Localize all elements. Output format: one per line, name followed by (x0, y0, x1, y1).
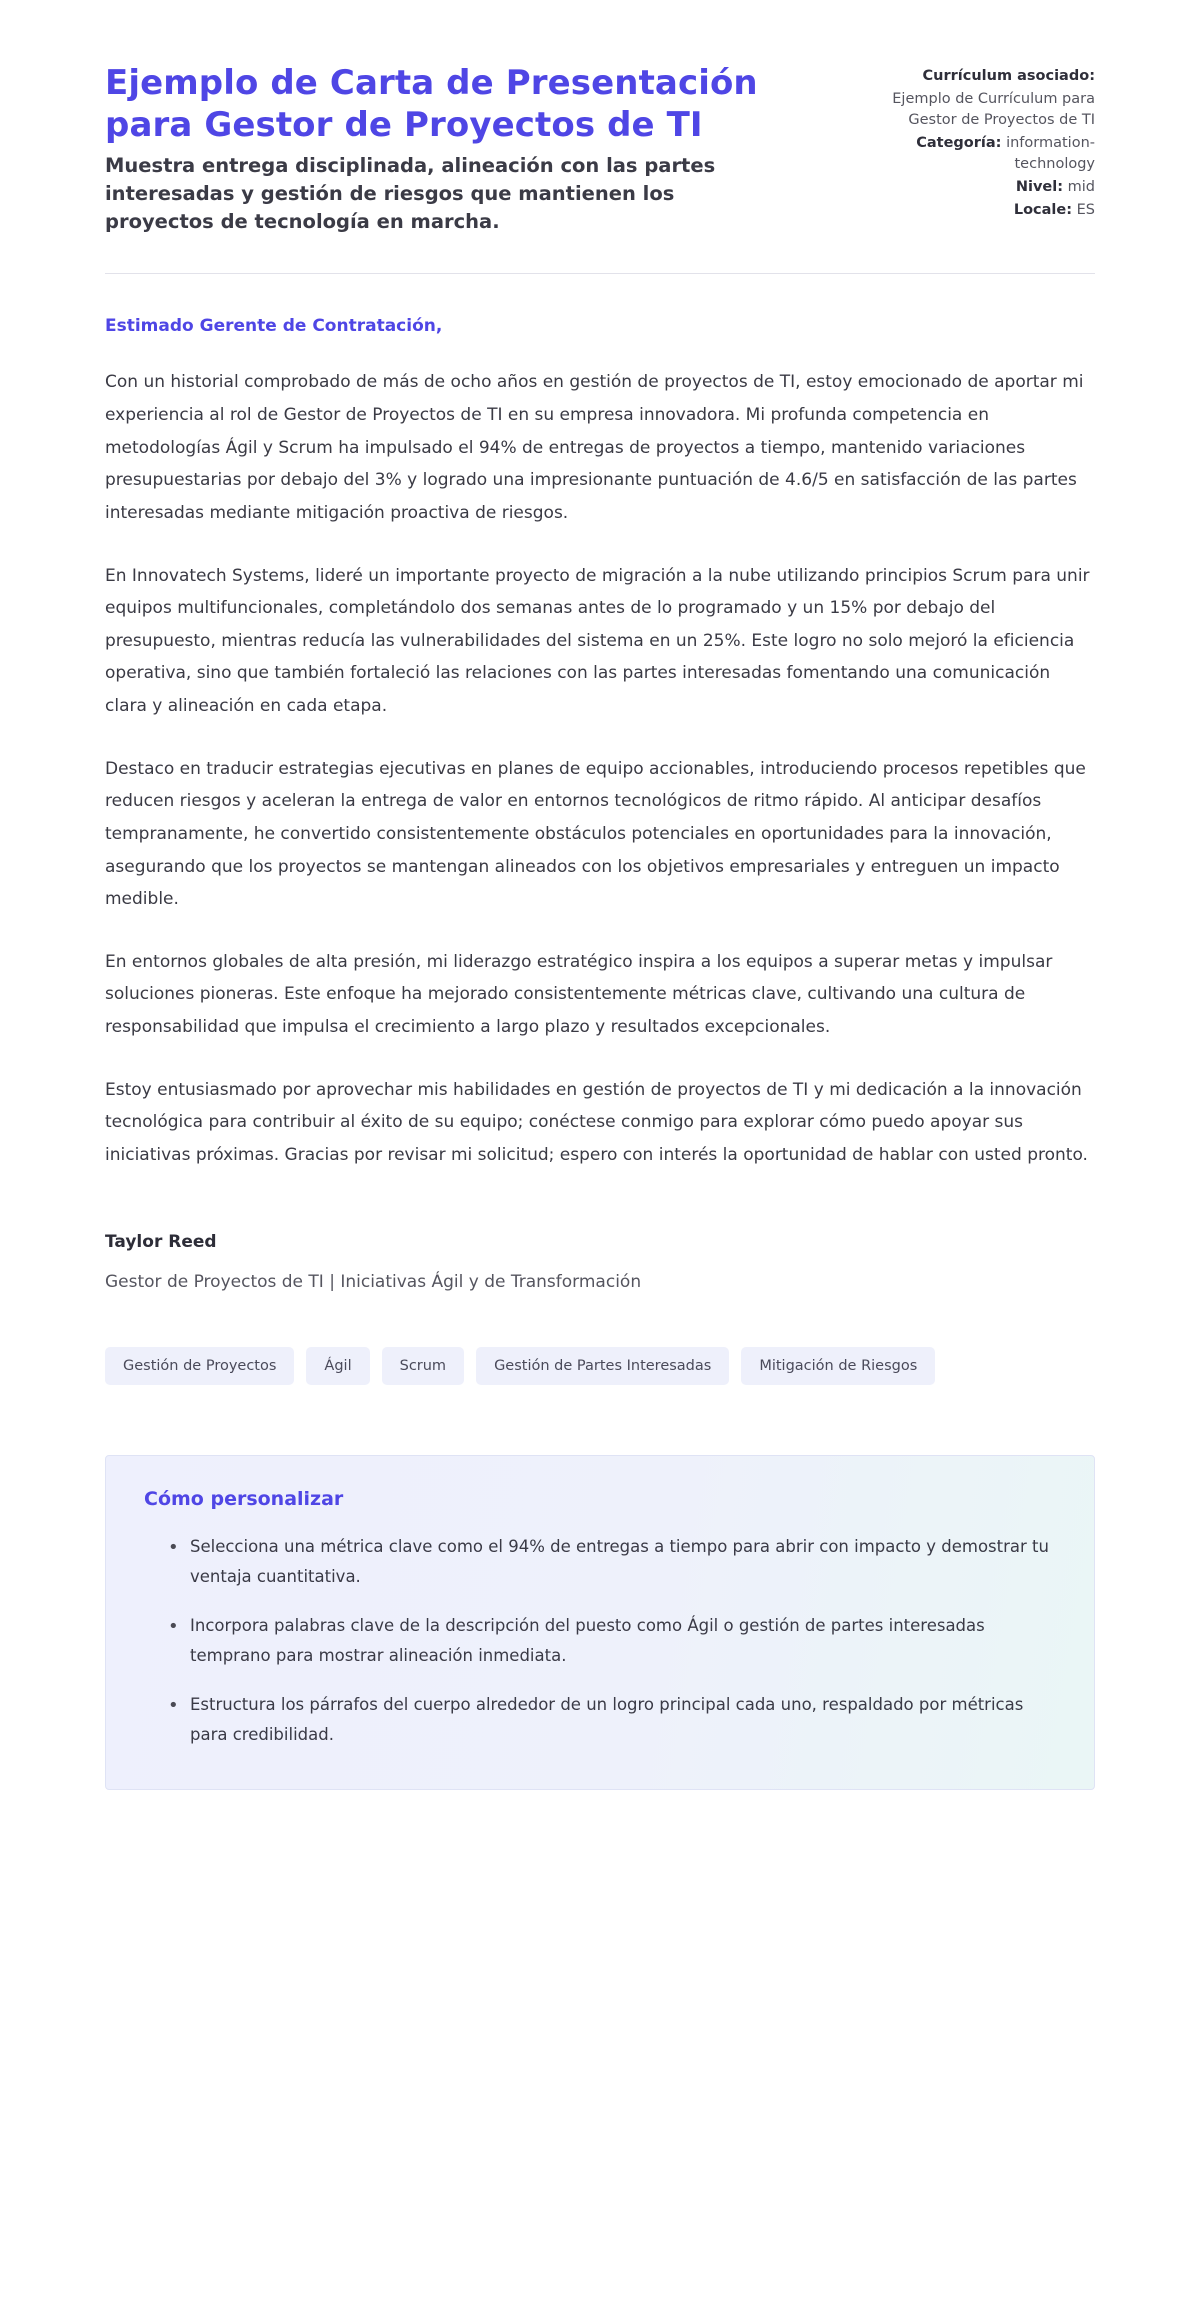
letter-paragraph: Destaco en traducir estrategias ejecutivas en planes de equipo accionables, introduciendo procesos repetibles que reducen riesgos y aceleran la entrega de valor en entornos tecnológicos de ritmo rápido. Al anticipar desafíos tempranamente, he convertido consistentemente obstáculos potenciales en oportunidades para la innovación, asegurando que los proyectos se mantengan alineados con los objetivos empresariales y entreguen un impacto medible. (105, 758, 1086, 910)
tag-list (105, 1347, 1095, 1385)
tag-item[interactable]: Gestión de Proyectos (105, 1347, 294, 1385)
meta-associated-resume (845, 66, 1095, 87)
page-title: Ejemplo de Carta de Presentación para Gestor de Proyectos de TI (105, 63, 758, 146)
meta-locale-value: ES (1076, 202, 1095, 219)
document-header (105, 40, 1095, 235)
header-text-block (105, 62, 805, 235)
meta-level-value: mid (1067, 179, 1095, 196)
cover-letter-body (105, 274, 1095, 1291)
callout-list (144, 1532, 1056, 1751)
meta-level (845, 177, 1095, 198)
meta-category-value: information-technology (1006, 135, 1095, 173)
meta-associated-resume-value (845, 89, 1095, 131)
tag-item[interactable]: Mitigación de Riesgos (741, 1347, 935, 1385)
meta-level-label: Nivel: (1015, 179, 1064, 196)
letter-paragraph: Con un historial comprobado de más de ocho años en gestión de proyectos de TI, estoy emocionado de aportar mi experiencia al rol de Gestor de Proyectos de TI en su empresa innovadora. Mi profunda competencia en metodologías Ágil y Scrum ha impulsado el 94% de entregas de proyectos a tiempo, mantenido variaciones presupuestarias por debajo del 3% y logrado una impresionante puntuación de 4.6/5 en satisfacción de las partes interesadas mediante mitigación proactiva de riesgos. (105, 372, 1084, 523)
signature-role: Gestor de Proyectos de TI | Iniciativas Ágil y de Transformación (105, 1271, 642, 1292)
callout-list-item: • Selecciona una métrica clave como el 94% de entregas a tiempo para abrir con impacto y demostrar tu ventaja cuantitativa. (168, 1532, 1056, 1593)
page-subtitle: Muestra entrega disciplinada, alineación con las partes interesadas y gestión de riesgos que mantienen los proyectos de tecnología en marcha. (105, 154, 716, 233)
tag-item[interactable]: Gestión de Partes Interesadas (476, 1347, 729, 1385)
tag-item[interactable]: Ágil (306, 1347, 369, 1385)
signature-name: Taylor Reed (105, 1231, 217, 1252)
letter-paragraph: En entornos globales de alta presión, mi liderazgo estratégico inspira a los equipos a superar metas y impulsar soluciones pioneras. Este enfoque ha mejorado consistentemente métricas clave, cultivando una cultura de responsabilidad que impulsa el crecimiento a largo plazo y resultados excepcionales. (105, 951, 1053, 1037)
tag-item[interactable]: Scrum (382, 1347, 464, 1385)
meta-locale (845, 200, 1095, 221)
meta-category-label: Categoría: (916, 135, 1002, 152)
customization-callout (105, 1455, 1095, 1790)
document-metadata (845, 62, 1095, 223)
letter-paragraph: Estoy entusiasmado por aprovechar mis habilidades en gestión de proyectos de TI y mi dedicación a la innovación tecnológica para contribuir al éxito de su equipo; conéctese conmigo para explorar cómo puedo apoyar sus iniciativas próximas. Gracias por revisar mi solicitud; espero con interés la oportunidad de hablar con usted pronto. (105, 1079, 1088, 1165)
callout-list-item: • Estructura los párrafos del cuerpo alrededor de un logro principal cada uno, respaldado por métricas para credibilidad. (168, 1690, 1056, 1751)
callout-title: Cómo personalizar (144, 1487, 344, 1510)
meta-locale-label: Locale: (1013, 202, 1073, 219)
meta-resume-label: Currículum asociado: (922, 68, 1095, 84)
letter-salutation: Estimado Gerente de Contratación, (105, 316, 443, 337)
callout-list-item: • Incorpora palabras clave de la descripción del puesto como Ágil o gestión de partes interesadas temprano para mostrar alineación inmediata. (168, 1611, 1056, 1672)
meta-resume-value: Ejemplo de Currículum para Gestor de Proyectos de TI (892, 91, 1095, 129)
meta-category (845, 133, 1095, 175)
letter-paragraph: En Innovatech Systems, lideré un importante proyecto de migración a la nube utilizando principios Scrum para unir equipos multifuncionales, completándolo dos semanas antes de lo programado y un 15% por debajo del presupuesto, mientras reducía las vulnerabilidades del sistema en un 25%. Este logro no solo mejoró la eficiencia operativa, sino que también fortaleció las relaciones con las partes interesadas fomentando una comunicación clara y alineación en cada etapa. (105, 565, 1090, 716)
signature-block (105, 1232, 1095, 1292)
